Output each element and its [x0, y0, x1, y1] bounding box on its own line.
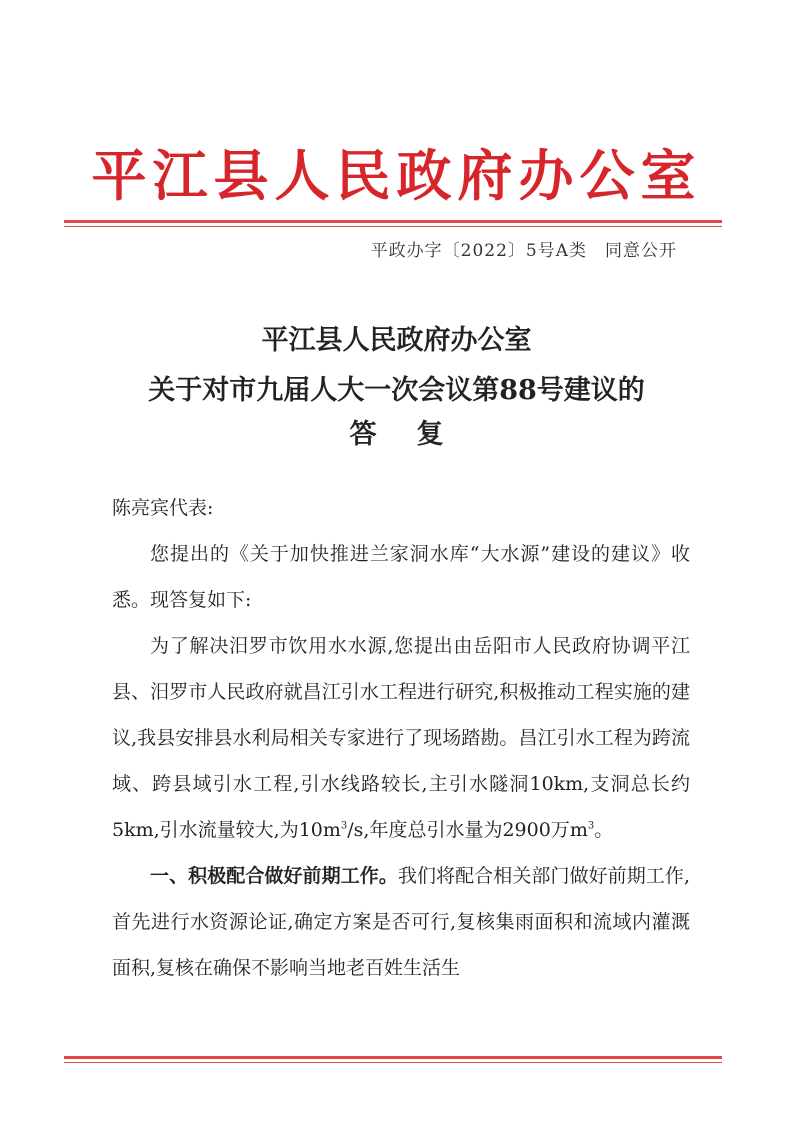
paragraph-acknowledgement: 您提出的《关于加快推进兰家洞水库“大水源”建设的建议》收悉。现答复如下:	[112, 543, 690, 611]
superscript-cubed: 3	[587, 820, 595, 832]
paragraph-section-one	[112, 853, 690, 991]
header-red-rule-thin	[64, 226, 722, 227]
paragraph-background-text-2: /s,年度总引水量为2900万m	[347, 819, 588, 841]
salutation: 陈亮宾代表:	[112, 497, 214, 519]
document-body	[112, 485, 690, 991]
footer-red-rule-thin	[64, 1062, 722, 1063]
document-title-line-2: 关于对市九届人大一次会议第88号建议的	[148, 375, 645, 406]
document-title-line-3: 答复	[349, 419, 484, 450]
paragraph-background-text: 为了解决汨罗市饮用水水源,您提出由岳阳市人民政府协调平江县、汨罗市人民政府就昌江引水工程进行研究,积极推动工程实施的建议,我县安排县水利局相关专家进行了现场踏勘。昌江引水工程为跨流域、跨县域引水工程,引水线路较长,主引水隧洞10km,支洞总长约5km,引水流量较大,为10m	[112, 635, 690, 841]
issuing-organization-header: 平江县人民政府办公室	[91, 143, 702, 208]
section-text: 我们将配合相关部门做好前期工作,首先进行水资源论证,确定方案是否可行,复核集雨面积和流域内灌溉面积,复核在确保不影响当地老百姓生活生	[112, 865, 690, 979]
section-heading: 一、积极配合做好前期工作。	[150, 865, 398, 887]
superscript-cubed: 3	[340, 820, 348, 832]
paragraph-background-end: 。	[594, 819, 614, 841]
footer-red-rule-thick	[64, 1056, 722, 1059]
document-number: 平政办字〔2022〕5号A类 同意公开	[370, 241, 677, 261]
paragraph-background	[112, 623, 690, 853]
header-red-rule-thick	[64, 220, 722, 223]
document-title-line-1: 平江县人民政府办公室	[261, 325, 532, 356]
